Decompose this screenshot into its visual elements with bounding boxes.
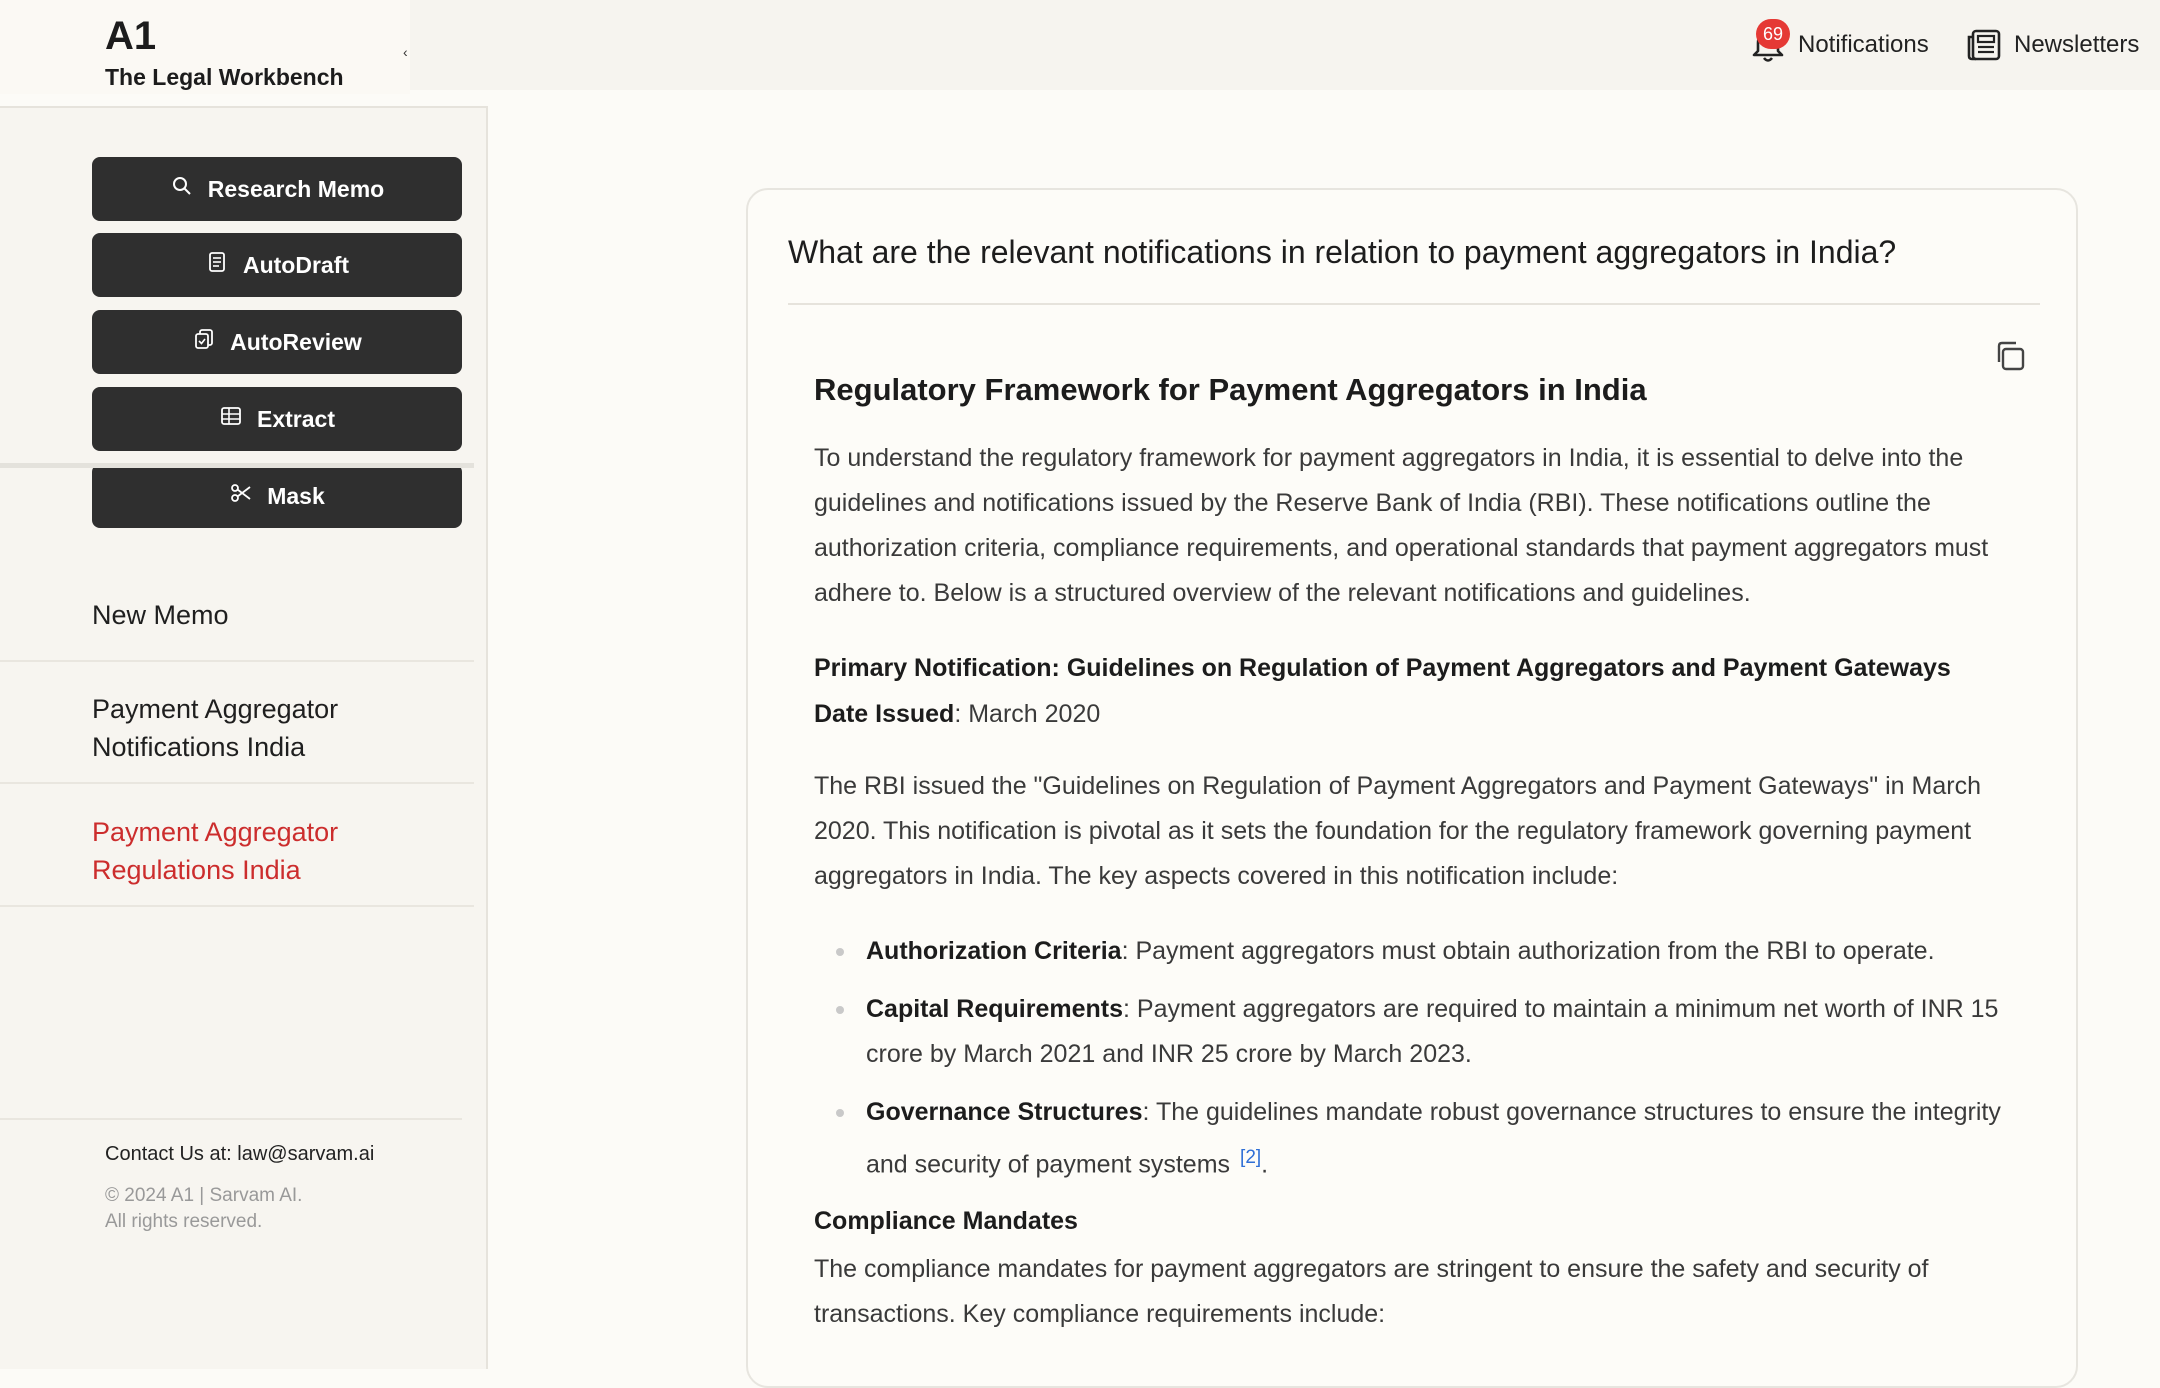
date-issued-label: Date Issued	[814, 700, 955, 728]
list-item	[866, 929, 2024, 974]
memo-question: What are the relevant notifications in relation to payment aggregators in India?	[788, 234, 2040, 305]
memo-item-label: Payment Aggregator Notifications India	[92, 694, 339, 762]
date-issued	[814, 694, 2024, 734]
notifications-label: Notifications	[1798, 31, 1929, 58]
bell-icon	[1748, 25, 1788, 65]
copyright-line: All rights reserved.	[105, 1211, 263, 1232]
memo-item-payment-aggregator-notifications[interactable]	[0, 690, 474, 784]
key-aspects-list	[814, 929, 2024, 1187]
review-icon	[192, 327, 216, 357]
notification-count-badge: 69	[1756, 19, 1790, 49]
mask-button[interactable]	[92, 464, 462, 528]
autoreview-button[interactable]	[92, 310, 462, 374]
extract-button[interactable]	[92, 387, 462, 451]
memo-item-label: Payment Aggregator Regulations India	[92, 817, 339, 885]
list-item	[866, 987, 2024, 1077]
mask-label: Mask	[267, 482, 325, 509]
answer-intro: To understand the regulatory framework for payment aggregators in India, it is essential to delve into the guidelines and notifications issued by the Reserve Bank of India (RBI). These notifications outline the authorization criteria, compliance requirements, and operational standards that payment aggregators must adhere to. Below is a structured overview of the relevant notifications and guidelines.	[814, 444, 1989, 607]
copyright-line: © 2024 A1 | Sarvam AI.	[105, 1185, 303, 1206]
autoreview-label: AutoReview	[230, 328, 362, 355]
brand-title: A1	[105, 14, 157, 58]
aspect-title: Authorization Criteria	[866, 937, 1122, 965]
aspect-title: Governance Structures	[866, 1098, 1143, 1126]
brand-subtitle: The Legal Workbench	[105, 64, 344, 90]
sidebar-top-divider	[0, 106, 488, 108]
date-issued-value: : March 2020	[954, 700, 1101, 728]
list-item	[866, 1090, 2024, 1187]
aspect-text: : Payment aggregators must obtain authorization from the RBI to operate.	[1121, 937, 1935, 965]
rbi-paragraph: The RBI issued the "Guidelines on Regulation of Payment Aggregators and Payment Gateways" in March 2020. This notification is pivotal as it sets the foundation for the regulatory framework governing payment aggregators in India. The key aspects covered in this notification include:	[814, 772, 1981, 890]
aspect-text: : Payment aggregators are required to maintain a minimum net worth of INR 15 crore by March 2021 and INR 25 crore by March 2023.	[866, 995, 1999, 1068]
copyright	[105, 1183, 405, 1235]
scissors-icon	[229, 481, 253, 511]
table-icon	[219, 404, 243, 434]
contact-email[interactable]: Contact Us at: law@sarvam.ai	[105, 1143, 375, 1165]
newsletters-button[interactable]	[1964, 22, 2139, 68]
newspaper-icon	[1964, 25, 2004, 65]
aspect-text: : The guidelines mandate robust governance structures to ensure the integrity and security of payment systems	[866, 1098, 2001, 1179]
memo-answer	[814, 370, 2024, 1337]
memo-item-label: New Memo	[92, 600, 229, 630]
brand-block	[0, 0, 410, 94]
sidebar-divider	[0, 463, 474, 468]
memo-item-new-memo[interactable]	[0, 596, 474, 662]
aspect-title: Capital Requirements	[866, 995, 1124, 1023]
sidebar-footer-divider	[0, 1118, 462, 1120]
aspect-tail: .	[1261, 1150, 1269, 1179]
document-icon	[205, 250, 229, 280]
memo-card	[746, 188, 2078, 1388]
autodraft-button[interactable]	[92, 233, 462, 297]
citation-link[interactable]: [2]	[1240, 1147, 1262, 1168]
extract-label: Extract	[257, 405, 335, 432]
research-memo-button[interactable]	[92, 157, 462, 221]
research-memo-label: Research Memo	[207, 175, 385, 202]
newsletters-label: Newsletters	[2014, 31, 2140, 58]
notifications-button[interactable]	[1748, 22, 1929, 68]
memo-item-payment-aggregator-regulations[interactable]	[0, 813, 474, 907]
collapse-sidebar-icon[interactable]: ‹	[403, 44, 408, 60]
primary-notification-heading: Primary Notification: Guidelines on Regulation of Payment Aggregators and Payment Gateways	[814, 654, 1951, 682]
autodraft-label: AutoDraft	[242, 251, 350, 278]
answer-heading: Regulatory Framework for Payment Aggregators in India	[814, 372, 1647, 407]
compliance-text: The compliance mandates for payment aggregators are stringent to ensure the safety and security of transactions. Key compliance requirements include:	[814, 1255, 1929, 1329]
search-icon	[170, 174, 194, 204]
copy-icon[interactable]	[1992, 338, 2028, 374]
compliance-heading: Compliance Mandates	[814, 1207, 1078, 1236]
